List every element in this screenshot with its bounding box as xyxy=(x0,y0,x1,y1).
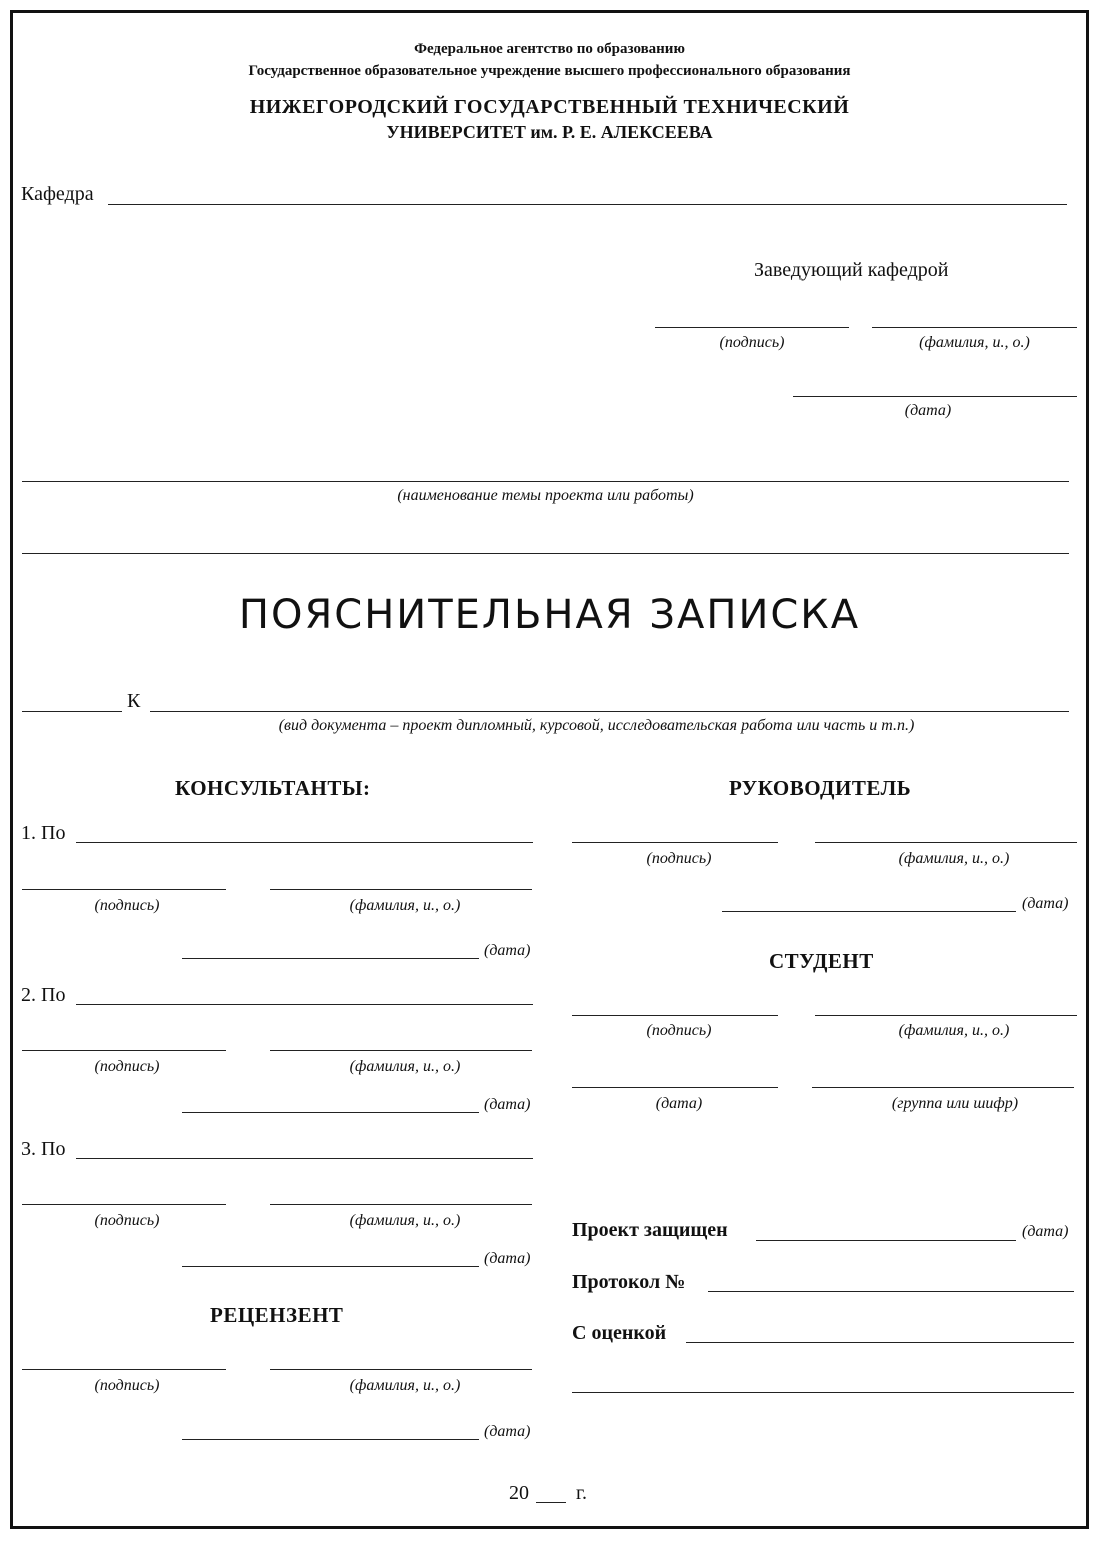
page-border xyxy=(10,10,1089,1529)
agency-name: Федеральное агентство по образованию xyxy=(414,41,685,57)
document-title: ПОЯСНИТЕЛЬНАЯ ЗАПИСКА xyxy=(238,592,861,638)
supervisor-signature-field[interactable] xyxy=(572,842,778,843)
supervisor-name-caption: (фамилия, и., о.) xyxy=(898,850,1010,867)
consultant-3-signature-field[interactable] xyxy=(22,1204,226,1205)
student-heading: СТУДЕНТ xyxy=(769,949,874,973)
consultant-2-signature-caption: (подпись) xyxy=(94,1058,160,1075)
head-of-department-title: Заведующий кафедрой xyxy=(754,259,949,281)
grade-label: С оценкой xyxy=(572,1322,667,1344)
doc-type-prefix-field[interactable] xyxy=(22,711,122,712)
head-name-caption: (фамилия, и., о.) xyxy=(919,334,1030,351)
head-name-field[interactable] xyxy=(872,327,1077,328)
reviewer-date-field[interactable] xyxy=(182,1439,479,1440)
protocol-number-field[interactable] xyxy=(708,1291,1074,1292)
reviewer-name-field[interactable] xyxy=(270,1369,532,1370)
department-field[interactable] xyxy=(108,204,1067,205)
student-date-field[interactable] xyxy=(572,1087,778,1088)
consultant-1-signature-caption: (подпись) xyxy=(94,897,160,914)
consultant-2-name-caption: (фамилия, и., о.) xyxy=(349,1058,461,1075)
student-signature-field[interactable] xyxy=(572,1015,778,1016)
supervisor-date-field[interactable] xyxy=(722,911,1016,912)
supervisor-signature-caption: (подпись) xyxy=(646,850,712,867)
consultant-3-name-caption: (фамилия, и., о.) xyxy=(349,1212,461,1229)
student-date-caption: (дата) xyxy=(655,1095,703,1112)
consultant-1-date-field[interactable] xyxy=(182,958,479,959)
reviewer-date-caption: (дата) xyxy=(484,1423,531,1440)
topic-caption: (наименование темы проекта или работы) xyxy=(397,487,694,504)
reviewer-signature-field[interactable] xyxy=(22,1369,226,1370)
consultant-3-signature-caption: (подпись) xyxy=(94,1212,160,1229)
university-name-line1: НИЖЕГОРОДСКИЙ ГОСУДАРСТВЕННЫЙ ТЕХНИЧЕСКИЙ xyxy=(249,96,850,118)
consultant-2-date-field[interactable] xyxy=(182,1112,479,1113)
year-field[interactable] xyxy=(536,1502,566,1503)
supervisor-heading: РУКОВОДИТЕЛЬ xyxy=(729,776,912,800)
protocol-label: Протокол № xyxy=(572,1271,686,1293)
supervisor-date-caption: (дата) xyxy=(1022,895,1069,912)
project-protected-date-caption: (дата) xyxy=(1022,1223,1069,1240)
doc-type-field[interactable] xyxy=(150,711,1069,712)
project-protected-date-field[interactable] xyxy=(756,1240,1016,1241)
reviewer-name-caption: (фамилия, и., о.) xyxy=(349,1377,461,1394)
university-name-line2: УНИВЕРСИТЕТ им. Р. Е. АЛЕКСЕЕВА xyxy=(386,122,713,142)
consultant-3-name-field[interactable] xyxy=(270,1204,532,1205)
grade-field-line2[interactable] xyxy=(572,1392,1074,1393)
head-date-field[interactable] xyxy=(793,396,1077,397)
student-group-caption: (группа или шифр) xyxy=(891,1095,1019,1112)
reviewer-heading: РЕЦЕНЗЕНТ xyxy=(210,1303,344,1327)
head-date-caption: (дата) xyxy=(904,402,952,419)
student-name-field[interactable] xyxy=(815,1015,1077,1016)
consultant-2-name-field[interactable] xyxy=(270,1050,532,1051)
student-name-caption: (фамилия, и., о.) xyxy=(898,1022,1010,1039)
consultant-1-name-field[interactable] xyxy=(270,889,532,890)
head-signature-field[interactable] xyxy=(655,327,849,328)
project-protected-label: Проект защищен xyxy=(572,1219,728,1241)
consultant-1-date-caption: (дата) xyxy=(484,942,531,959)
consultant-3-subject-field[interactable] xyxy=(76,1158,533,1159)
consultant-3-label: 3. По xyxy=(21,1138,66,1160)
topic-field[interactable] xyxy=(22,481,1069,482)
consultant-3-date-field[interactable] xyxy=(182,1266,479,1267)
supervisor-name-field[interactable] xyxy=(815,842,1077,843)
student-signature-caption: (подпись) xyxy=(646,1022,712,1039)
year-suffix: г. xyxy=(576,1482,587,1504)
student-group-field[interactable] xyxy=(812,1087,1074,1088)
consultant-1-subject-field[interactable] xyxy=(76,842,533,843)
consultant-2-signature-field[interactable] xyxy=(22,1050,226,1051)
consultants-heading: КОНСУЛЬТАНТЫ: xyxy=(175,776,371,800)
consultant-1-label: 1. По xyxy=(21,822,66,844)
consultant-1-signature-field[interactable] xyxy=(22,889,226,890)
head-signature-caption: (подпись) xyxy=(719,334,785,351)
topic-field-line2[interactable] xyxy=(22,553,1069,554)
doc-type-caption: (вид документа – проект дипломный, курсовой, исследовательская работа или часть и т.п.) xyxy=(278,717,915,734)
doc-type-prefix: К xyxy=(127,690,141,712)
consultant-3-date-caption: (дата) xyxy=(484,1250,531,1267)
grade-field[interactable] xyxy=(686,1342,1074,1343)
institution-type: Государственное образовательное учреждение высшего профессионального образования xyxy=(248,63,851,79)
year-prefix: 20 xyxy=(509,1482,529,1504)
consultant-2-label: 2. По xyxy=(21,984,66,1006)
department-label: Кафедра xyxy=(21,183,94,205)
consultant-2-subject-field[interactable] xyxy=(76,1004,533,1005)
consultant-1-name-caption: (фамилия, и., о.) xyxy=(349,897,461,914)
reviewer-signature-caption: (подпись) xyxy=(94,1377,160,1394)
consultant-2-date-caption: (дата) xyxy=(484,1096,531,1113)
